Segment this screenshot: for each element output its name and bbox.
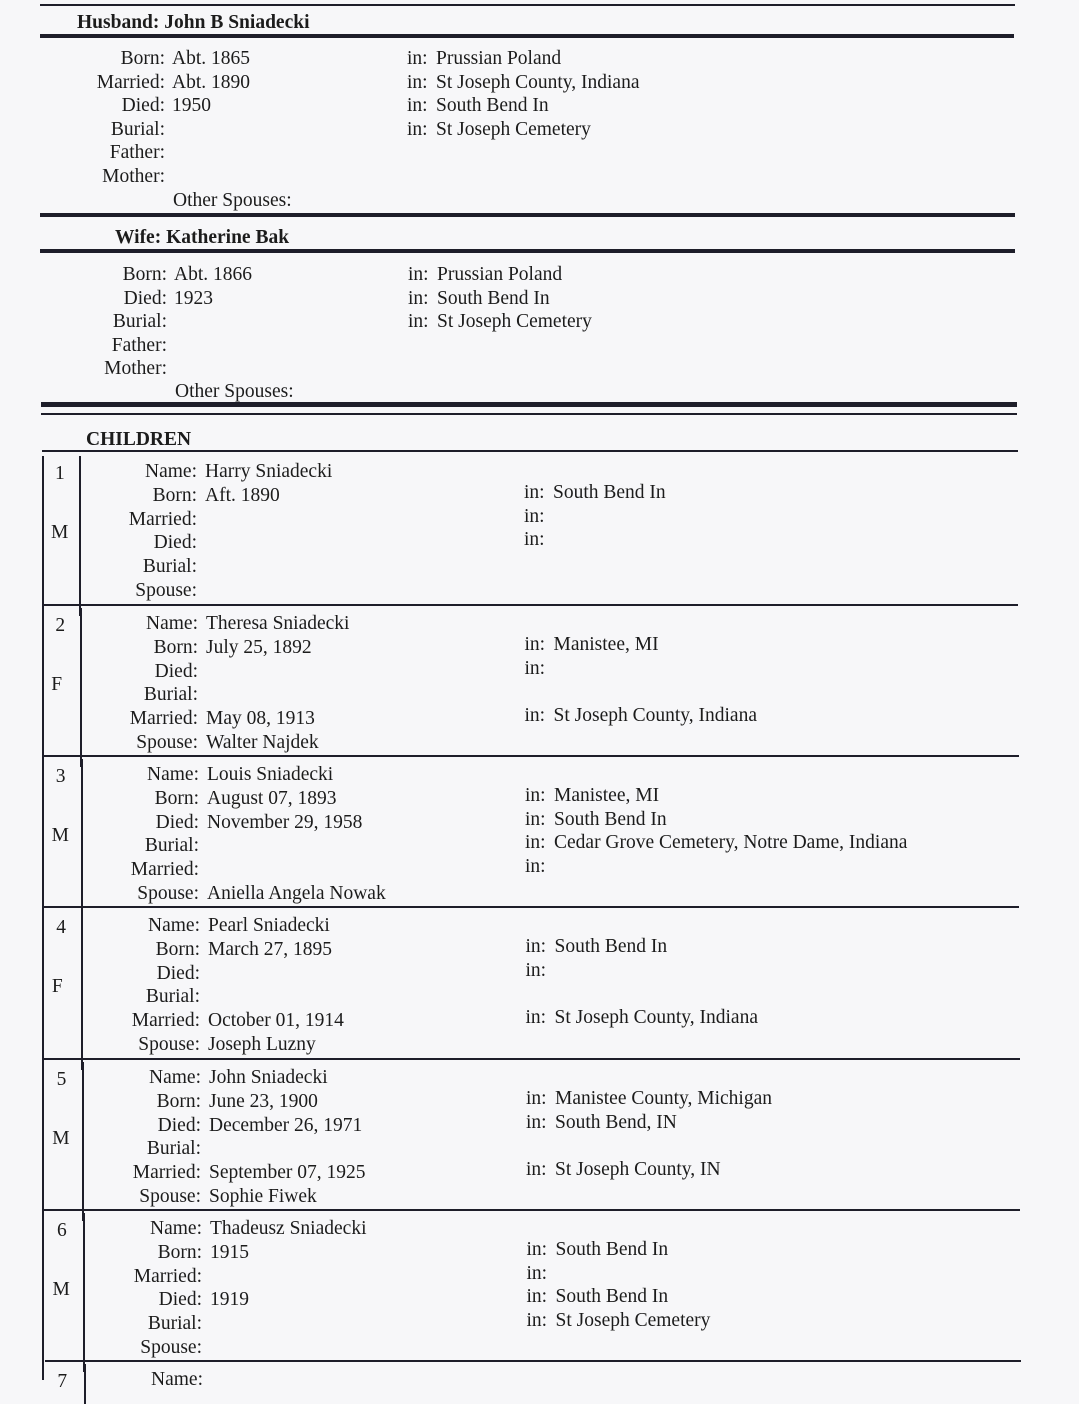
child-fact-label: Name: bbox=[146, 613, 198, 634]
child-sex: M bbox=[51, 522, 69, 543]
child-fact-label: Name: bbox=[147, 764, 199, 785]
child-fact-value: October 01, 1914 bbox=[208, 1010, 344, 1032]
child-fact-in-label: in: bbox=[525, 808, 546, 830]
child-fact-in-label: in: bbox=[524, 529, 545, 551]
fact-label: Father: bbox=[109, 142, 165, 163]
child-number: 3 bbox=[55, 766, 66, 787]
child-divider-line bbox=[81, 910, 83, 1070]
child-fact-label: Married: bbox=[132, 1162, 201, 1184]
children-heading: CHILDREN bbox=[86, 429, 192, 450]
fact-place: Prussian Poland bbox=[437, 264, 563, 285]
fact-in-label: in: bbox=[408, 287, 429, 309]
child-fact-value: Thadeusz Sniadecki bbox=[210, 1218, 367, 1239]
child-fact-value: Joseph Luzny bbox=[208, 1034, 316, 1055]
child-fact-label: Name: bbox=[148, 915, 200, 936]
child-number: 4 bbox=[56, 917, 66, 938]
child-fact-label: Burial: bbox=[147, 1313, 202, 1335]
child-fact-label: Died: bbox=[156, 962, 200, 984]
husband-section-rule bbox=[40, 213, 1015, 217]
child-separator-rule bbox=[45, 1360, 1021, 1362]
wife-name: Katherine Bak bbox=[166, 227, 290, 248]
fact-in-label: in: bbox=[407, 95, 428, 116]
child-fact-label: Born: bbox=[157, 1241, 202, 1263]
fact-in-label: in: bbox=[408, 311, 429, 332]
child-fact-value: December 26, 1971 bbox=[209, 1114, 363, 1136]
child-fact-in-label: in: bbox=[526, 1286, 548, 1308]
child-fact-value: November 29, 1958 bbox=[207, 811, 363, 833]
fact-label: Father: bbox=[111, 334, 167, 356]
child-fact-value: August 07, 1893 bbox=[207, 787, 337, 809]
fact-place: St Joseph Cemetery bbox=[436, 118, 591, 140]
child-fact-in-label: in: bbox=[524, 505, 545, 527]
child-fact-in-label: in: bbox=[525, 959, 547, 981]
child-fact-value: Louis Sniadecki bbox=[207, 764, 334, 785]
fact-value: 1950 bbox=[172, 95, 211, 116]
child-fact-label: Died: bbox=[157, 1114, 201, 1136]
child-fact-place: St Joseph County, Indiana bbox=[553, 705, 757, 727]
child-fact-label: Burial: bbox=[142, 556, 197, 578]
child-fact-value: Walter Najdek bbox=[206, 732, 319, 753]
child-fact-in-label: in: bbox=[525, 856, 546, 878]
fact-value: Abt. 1890 bbox=[172, 71, 250, 93]
child-fact-in-label: in: bbox=[525, 935, 547, 957]
child-fact-label: Spouse: bbox=[139, 1186, 201, 1207]
wife-header bbox=[115, 226, 289, 250]
child-fact-label: Spouse: bbox=[138, 1034, 200, 1055]
child-number: 7 bbox=[57, 1371, 68, 1392]
fact-in-label: in: bbox=[407, 118, 428, 140]
fact-label: Mother: bbox=[104, 358, 167, 379]
child-fact-place: Manistee County, Michigan bbox=[555, 1087, 772, 1109]
child-fact-label: Born: bbox=[153, 636, 198, 658]
husband-name: John B Sniadecki bbox=[164, 12, 310, 33]
wife-other-spouses: Other Spouses: bbox=[175, 381, 294, 402]
child-fact-in-label: in: bbox=[524, 705, 546, 727]
child-fact-label: Married: bbox=[129, 708, 198, 730]
child-sex: M bbox=[52, 1279, 70, 1300]
child-fact-place: Cedar Grove Cemetery, Notre Dame, Indiana bbox=[554, 832, 908, 854]
child-fact-value: September 07, 1925 bbox=[209, 1162, 366, 1184]
fact-place: Prussian Poland bbox=[436, 48, 562, 69]
husband-header-label: Husband: bbox=[77, 12, 160, 33]
child-fact-label: Burial: bbox=[145, 986, 200, 1008]
child-fact-place: South Bend, IN bbox=[555, 1111, 677, 1133]
child-fact-label: Spouse: bbox=[140, 1337, 202, 1358]
child-fact-label: Born: bbox=[156, 1090, 201, 1112]
child-fact-value: Sophie Fiwek bbox=[209, 1186, 317, 1207]
child-fact-label: Married: bbox=[128, 508, 197, 530]
child-fact-value: Theresa Sniadecki bbox=[206, 613, 350, 634]
child-fact-value: 1915 bbox=[210, 1241, 249, 1263]
child-fact-label: Born: bbox=[152, 484, 197, 506]
child-fact-value: John Sniadecki bbox=[209, 1067, 328, 1088]
fact-label: Died: bbox=[121, 95, 165, 116]
child-fact-value: July 25, 1892 bbox=[206, 636, 312, 658]
child-sex: F bbox=[51, 674, 63, 695]
child-fact-value: 1919 bbox=[210, 1289, 249, 1311]
child-sex: M bbox=[51, 825, 69, 846]
fact-label: Born: bbox=[120, 48, 165, 69]
child-fact-label: Burial: bbox=[144, 835, 199, 857]
child-separator-rule bbox=[42, 604, 1018, 606]
fact-place: St Joseph County, Indiana bbox=[436, 71, 640, 93]
child-fact-place: South Bend In bbox=[554, 808, 667, 830]
child-divider-line bbox=[81, 759, 83, 918]
child-divider-line bbox=[80, 608, 82, 767]
child-fact-value: Aft. 1890 bbox=[205, 484, 280, 506]
child-fact-place: Manistee, MI bbox=[554, 784, 660, 806]
child-fact-in-label: in: bbox=[524, 633, 546, 655]
child-fact-in-label: in: bbox=[526, 1310, 548, 1332]
child-fact-place: South Bend In bbox=[555, 1238, 669, 1260]
child-fact-in-label: in: bbox=[525, 784, 546, 806]
wife-header-label: Wife: bbox=[115, 227, 162, 248]
child-fact-in-label: in: bbox=[526, 1238, 548, 1260]
husband-other-spouses: Other Spouses: bbox=[173, 190, 292, 211]
husband-header-rule bbox=[40, 34, 1014, 38]
fact-in-label: in: bbox=[407, 71, 428, 93]
fact-label: Born: bbox=[122, 264, 167, 285]
fact-place: South Bend In bbox=[437, 287, 550, 309]
fact-value: Abt. 1865 bbox=[172, 48, 250, 69]
child-divider-line bbox=[83, 1213, 85, 1372]
fact-label: Died: bbox=[123, 287, 167, 309]
child-separator-rule bbox=[44, 1058, 1020, 1060]
child-fact-label: Name: bbox=[149, 1067, 201, 1088]
child-number: 5 bbox=[56, 1069, 67, 1090]
child-fact-place: Manistee, MI bbox=[553, 633, 659, 655]
child-fact-label: Burial: bbox=[143, 684, 198, 706]
fact-label: Burial: bbox=[110, 118, 165, 140]
child-fact-label: Died: bbox=[153, 532, 197, 554]
fact-label: Burial: bbox=[112, 311, 167, 332]
child-fact-in-label: in: bbox=[526, 1111, 547, 1133]
child-fact-in-label: in: bbox=[526, 1262, 548, 1284]
child-fact-in-label: in: bbox=[525, 1007, 547, 1029]
child-fact-place: St Joseph Cemetery bbox=[555, 1310, 711, 1332]
children-heading-rule bbox=[42, 450, 1018, 452]
wife-section-rule-thin bbox=[41, 413, 1017, 415]
husband-header bbox=[77, 11, 310, 35]
child-fact-label: Burial: bbox=[146, 1138, 201, 1160]
child-fact-in-label: in: bbox=[524, 657, 546, 679]
child-number: 2 bbox=[55, 615, 66, 636]
child-fact-label: Spouse: bbox=[136, 732, 198, 753]
child-fact-in-label: in: bbox=[526, 1087, 547, 1109]
fact-label: Married: bbox=[96, 71, 165, 93]
child-fact-label: Married: bbox=[131, 1010, 200, 1032]
child-number: 6 bbox=[57, 1220, 67, 1241]
child-fact-label: Name: bbox=[150, 1218, 202, 1239]
child-divider-line bbox=[79, 456, 81, 616]
child-fact-label: Spouse: bbox=[135, 580, 197, 601]
child-fact-place: South Bend In bbox=[555, 1286, 669, 1308]
child-fact-label: Born: bbox=[155, 938, 200, 960]
child-fact-label: Spouse: bbox=[137, 883, 199, 904]
child-fact-label: Died: bbox=[154, 660, 198, 682]
child-fact-label: Married: bbox=[133, 1265, 202, 1287]
child-sex: F bbox=[51, 976, 63, 997]
child-divider-line bbox=[84, 1364, 86, 1404]
child-fact-value: Harry Sniadecki bbox=[205, 461, 333, 482]
child-fact-in-label: in: bbox=[526, 1159, 547, 1181]
child-separator-rule bbox=[44, 1209, 1020, 1211]
child-fact-value: March 27, 1895 bbox=[208, 938, 333, 960]
child-fact-value: Pearl Sniadecki bbox=[208, 915, 330, 936]
fact-in-label: in: bbox=[408, 264, 429, 285]
fact-label: Mother: bbox=[102, 165, 165, 187]
child-fact-value: June 23, 1900 bbox=[209, 1090, 318, 1112]
fact-in-label: in: bbox=[407, 48, 428, 69]
child-separator-rule bbox=[43, 755, 1019, 757]
child-fact-place: St Joseph County, IN bbox=[555, 1159, 721, 1181]
fact-place: St Joseph Cemetery bbox=[437, 311, 592, 332]
fact-value: Abt. 1866 bbox=[174, 264, 252, 285]
child-fact-place: South Bend In bbox=[553, 481, 666, 503]
child-fact-label: Died: bbox=[155, 811, 199, 833]
child-fact-place: South Bend In bbox=[554, 935, 668, 957]
child-fact-value: May 08, 1913 bbox=[206, 708, 315, 730]
child-fact-value: Aniella Angela Nowak bbox=[207, 883, 386, 904]
child-fact-label: Name: bbox=[145, 461, 197, 482]
child-fact-place: St Joseph County, Indiana bbox=[554, 1007, 758, 1029]
wife-header-rule bbox=[40, 249, 1015, 253]
child-fact-label: Died: bbox=[158, 1289, 202, 1311]
child-sex: M bbox=[52, 1128, 70, 1149]
fact-value: 1923 bbox=[174, 287, 213, 309]
fact-place: South Bend In bbox=[436, 95, 549, 116]
child-fact-label: Name: bbox=[151, 1369, 203, 1390]
child-fact-label: Born: bbox=[154, 787, 199, 809]
child-number: 1 bbox=[55, 463, 65, 484]
child-fact-in-label: in: bbox=[524, 481, 545, 503]
children-left-edge bbox=[42, 456, 44, 1380]
wife-section-rule-thick bbox=[41, 402, 1017, 407]
child-fact-label: Married: bbox=[130, 859, 199, 881]
child-fact-in-label: in: bbox=[525, 832, 546, 854]
top-edge-rule bbox=[40, 4, 1015, 6]
child-divider-line bbox=[82, 1062, 84, 1221]
child-separator-rule bbox=[43, 906, 1019, 908]
